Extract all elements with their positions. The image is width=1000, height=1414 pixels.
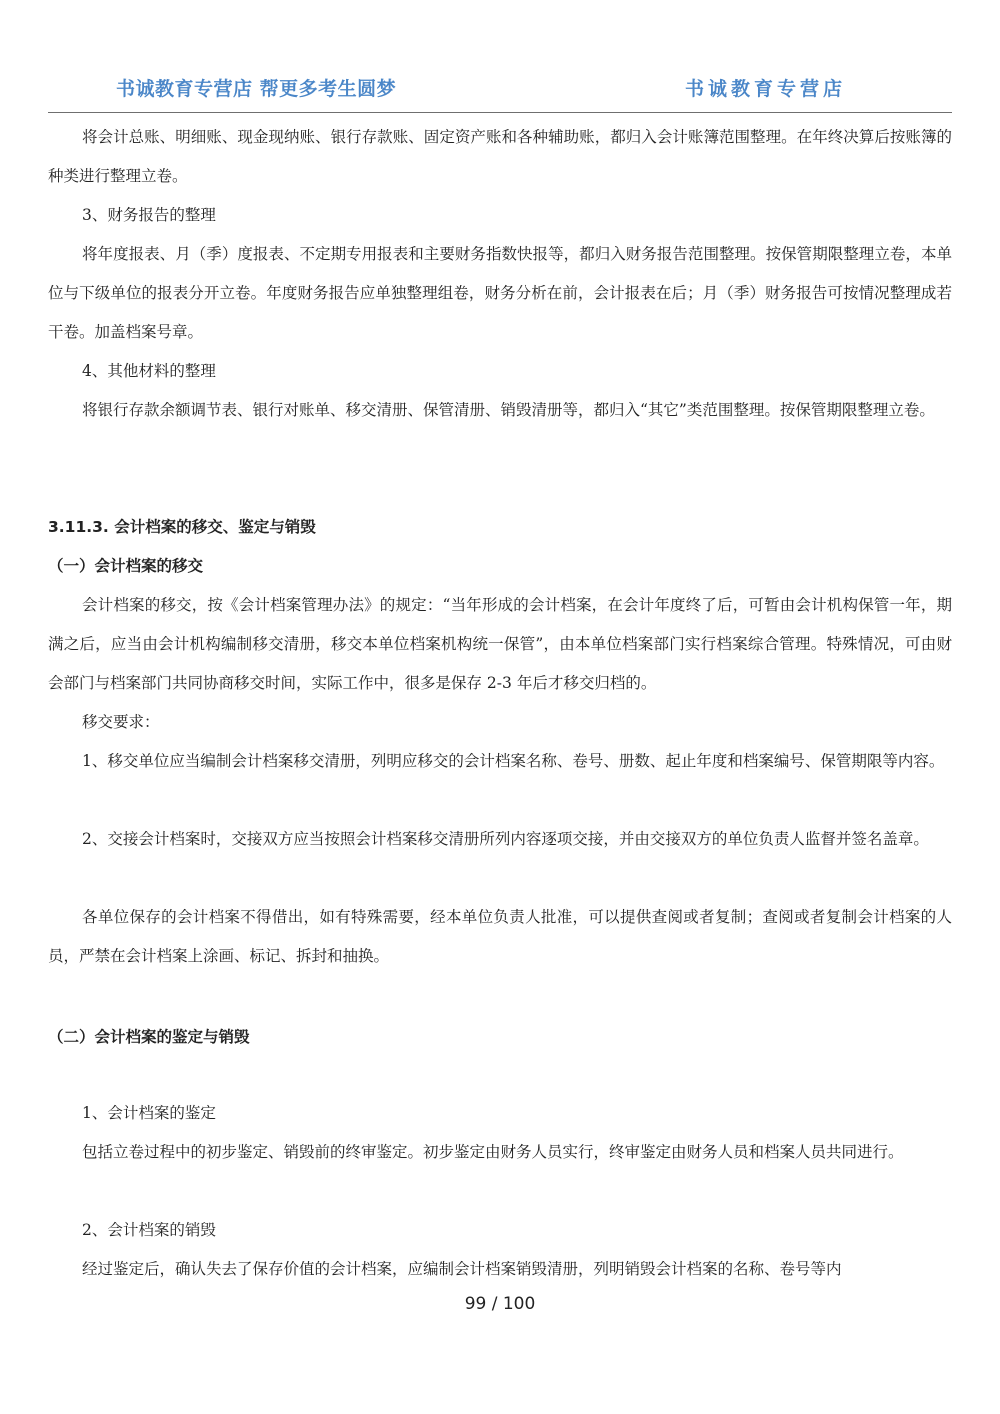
paragraph-destruction: 经过鉴定后，确认失去了保存价值的会计档案，应编制会计档案销毁清册，列明销毁会计档案的名称、卷号等内: [82, 1260, 842, 1278]
paragraph-account-books: 将会计总账、明细账、现金现纳账、银行存款账、固定资产账和各种辅助账，都归入会计账簿范围整理。在年终决算后按账簿的种类进行整理立卷。: [48, 128, 952, 185]
requirement-item-1: 1、移交单位应当编制会计档案移交清册，列明应移交的会计档案名称、卷号、册数、起止年度和档案编号、保管期限等内容。: [82, 752, 945, 770]
header-right-title: 书诚教育专营店: [684, 78, 846, 100]
subsection-heading-transfer: （一）会计档案的移交: [48, 557, 204, 575]
subsection-heading-appraisal: （二）会计档案的鉴定与销毁: [48, 1028, 250, 1046]
page-header: [48, 70, 952, 113]
paragraph-appraisal: 包括立卷过程中的初步鉴定、销毁前的终审鉴定。初步鉴定由财务人员实行，终审鉴定由财务人员和档案人员共同进行。: [82, 1143, 904, 1161]
paragraph-lending-rules: 各单位保存的会计档案不得借出，如有特殊需要，经本单位负责人批准，可以提供查阅或者复制；查阅或者复制会计档案的人员，严禁在会计档案上涂画、标记、拆封和抽换。: [48, 908, 952, 965]
item-heading-appraisal: 1、会计档案的鉴定: [82, 1104, 216, 1122]
paragraph-other-materials: 将银行存款余额调节表、银行对账单、移交清册、保管清册、销毁清册等，都归入“其它”类范围整理。按保管期限整理立卷。: [82, 401, 935, 419]
item-heading-destruction: 2、会计档案的销毁: [82, 1221, 216, 1239]
page-indicator: 99 / 100: [464, 1294, 536, 1314]
paragraph-transfer-rules: 会计档案的移交，按《会计档案管理办法》的规定：“当年形成的会计档案，在会计年度终了后，可暂由会计机构保管一年，期满之后，应当由会计机构编制移交清册，移交本单位档案机构统一保管”，由本单位档案部门实行档案综合管理。特殊情况，可由财会部门与档案部门共同协商移交时间，实际工作中，很多是保存 2-3 年后才移交归档的。: [48, 596, 952, 692]
item-heading-financial-report: 3、财务报告的整理: [82, 206, 216, 224]
section-heading: 3.11.3. 会计档案的移交、鉴定与销毁: [48, 518, 316, 536]
item-heading-other-materials: 4、其他材料的整理: [82, 362, 216, 380]
transfer-requirements-label: 移交要求：: [82, 713, 160, 731]
paragraph-financial-report: 将年度报表、月（季）度报表、不定期专用报表和主要财务指数快报等，都归入财务报告范围整理。按保管期限整理立卷，本单位与下级单位的报表分开立卷。年度财务报告应单独整理组卷，财务分析在前，会计报表在后；月（季）财务报告可按情况整理成若干卷。加盖档案号章。: [48, 245, 952, 341]
header-left-title: 书诚教育专营店 帮更多考生圆梦: [116, 78, 397, 100]
requirement-item-2: 2、交接会计档案时，交接双方应当按照会计档案移交清册所列内容逐项交接，并由交接双方的单位负责人监督并签名盖章。: [82, 830, 929, 848]
